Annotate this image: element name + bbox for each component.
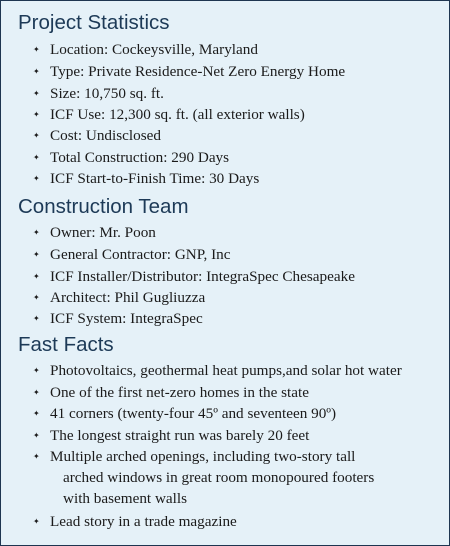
list-item-continuation: with basement walls xyxy=(63,490,188,507)
star-bullet-icon: ✦ xyxy=(33,131,40,140)
list-item xyxy=(33,288,443,308)
list-item xyxy=(33,223,443,243)
star-bullet-icon: ✦ xyxy=(33,89,40,98)
list-item xyxy=(33,40,443,60)
section-title-fast-facts: Fast Facts xyxy=(18,333,114,356)
star-bullet-icon: ✦ xyxy=(33,517,40,526)
list-item-continuation: arched windows in great room monopoured footers xyxy=(63,469,375,486)
list-item xyxy=(33,126,443,146)
star-bullet-icon: ✦ xyxy=(33,431,40,440)
star-bullet-icon: ✦ xyxy=(33,67,40,76)
section-title-project-statistics: Project Statistics xyxy=(18,11,170,34)
list-item-text: Multiple arched openings, including two-story tall xyxy=(50,448,356,465)
list-item-text: Location: Cockeysville, Maryland xyxy=(50,41,258,58)
list-item-text: ICF System: IntegraSpec xyxy=(50,310,203,327)
list-item-text: Owner: Mr. Poon xyxy=(50,224,156,241)
list-item-text: 41 corners (twenty-four 45º and seventeen 90º) xyxy=(50,405,337,422)
star-bullet-icon: ✦ xyxy=(33,174,40,183)
list-item-text: Type: Private Residence-Net Zero Energy Home xyxy=(50,63,346,80)
star-bullet-icon: ✦ xyxy=(33,45,40,54)
list-item-text: Size: 10,750 sq. ft. xyxy=(50,85,164,102)
star-bullet-icon: ✦ xyxy=(33,409,40,418)
star-bullet-icon: ✦ xyxy=(33,272,40,281)
star-bullet-icon: ✦ xyxy=(33,452,40,461)
list-item-text: ICF Start-to-Finish Time: 30 Days xyxy=(50,170,260,187)
list-item xyxy=(33,105,443,125)
list-item xyxy=(33,148,443,168)
list-item xyxy=(33,62,443,82)
list-item xyxy=(33,512,443,532)
section-title-construction-team: Construction Team xyxy=(18,195,189,218)
list-item xyxy=(33,383,443,403)
list-item-text: General Contractor: GNP, Inc xyxy=(50,246,231,263)
star-bullet-icon: ✦ xyxy=(33,153,40,162)
list-item-text: Lead story in a trade magazine xyxy=(50,513,237,530)
star-bullet-icon: ✦ xyxy=(33,228,40,237)
list-item xyxy=(33,426,443,446)
list-item-text: Cost: Undisclosed xyxy=(50,127,161,144)
list-item-text: The longest straight run was barely 20 feet xyxy=(50,427,310,444)
list-item-text: One of the first net-zero homes in the state xyxy=(50,384,309,401)
list-item xyxy=(33,447,443,467)
star-bullet-icon: ✦ xyxy=(33,110,40,119)
star-bullet-icon: ✦ xyxy=(33,293,40,302)
list-item-text: ICF Installer/Distributor: IntegraSpec Chesapeake xyxy=(50,268,355,285)
list-item xyxy=(33,267,443,287)
star-bullet-icon: ✦ xyxy=(33,250,40,259)
list-item xyxy=(33,245,443,265)
list-item xyxy=(33,404,443,424)
list-item-text: Architect: Phil Gugliuzza xyxy=(50,289,206,306)
star-bullet-icon: ✦ xyxy=(33,388,40,397)
star-bullet-icon: ✦ xyxy=(33,366,40,375)
list-item xyxy=(33,309,443,329)
star-bullet-icon: ✦ xyxy=(33,314,40,323)
list-item-text: Photovoltaics, geothermal heat pumps,and solar hot water xyxy=(50,362,402,379)
list-item xyxy=(33,361,443,381)
list-item-text: ICF Use: 12,300 sq. ft. (all exterior walls) xyxy=(50,106,305,123)
list-item xyxy=(33,84,443,104)
list-item xyxy=(33,169,443,189)
list-item-text: Total Construction: 290 Days xyxy=(50,149,230,166)
